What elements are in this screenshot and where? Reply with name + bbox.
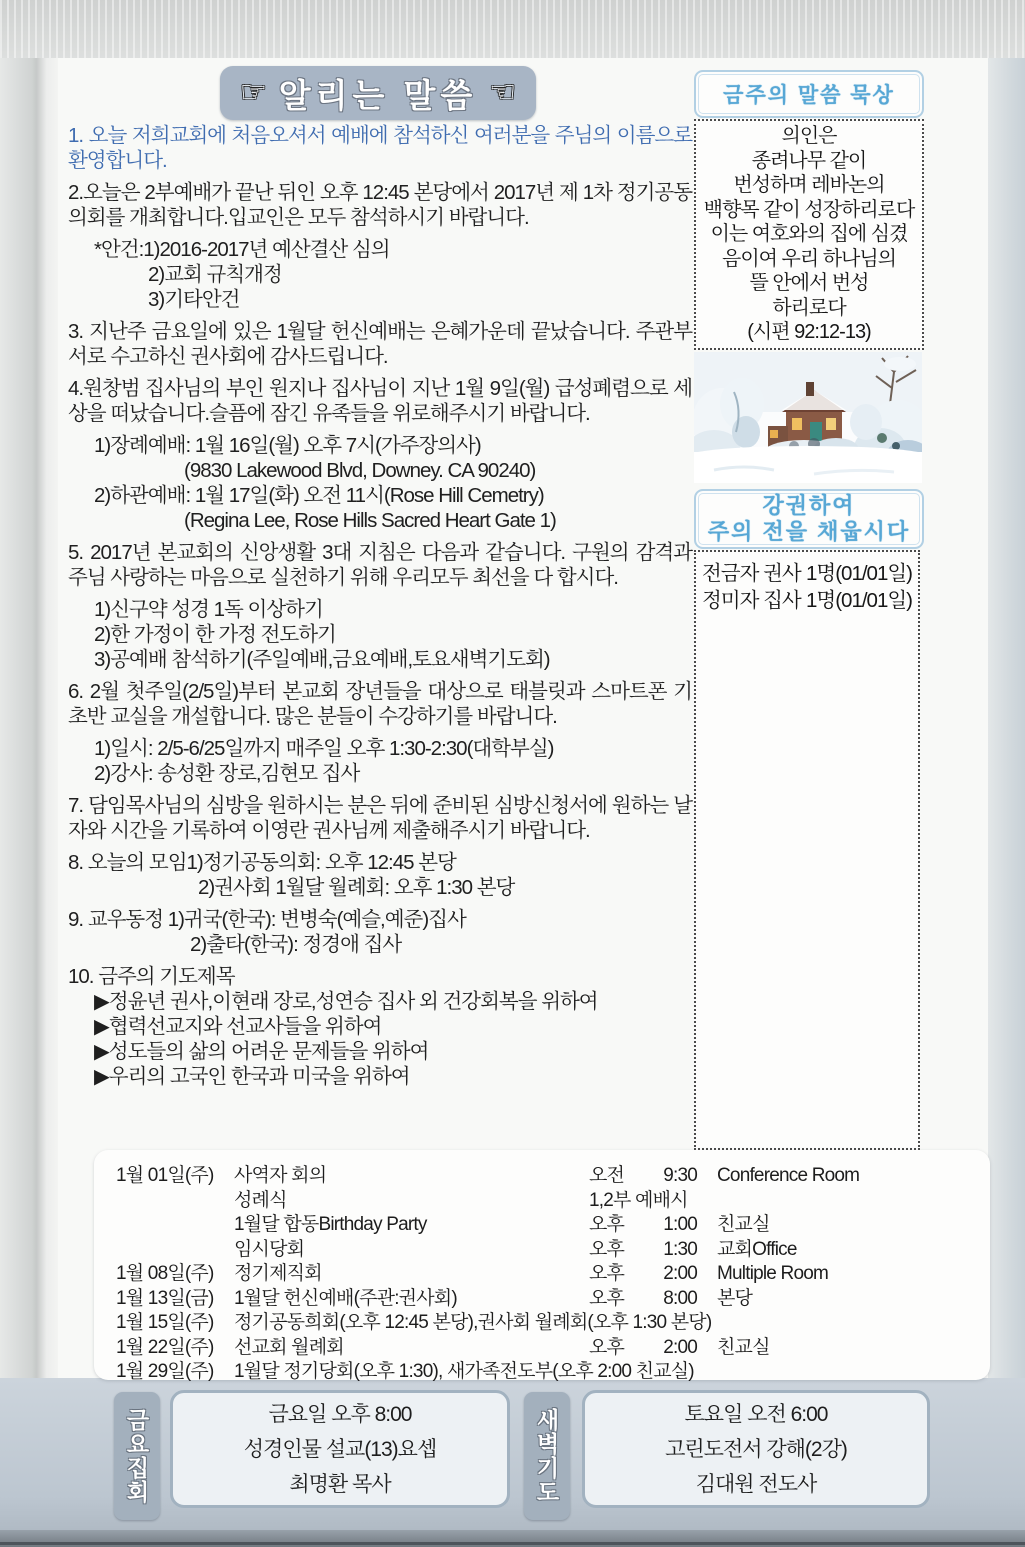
dawn-prayer-line: 고린도전서 강해(2강) [665,1437,847,1461]
schedule-time: 2:00 [663,1336,697,1358]
announcement-item-2: 2.오늘은 2부예배가 끝난 뒤인 오후 12:45 본당에서 2017년 제 1차 정기공동의회를 개최합니다.입교인은 모두 참석하시기 바랍니다. [68,181,692,229]
monthly-schedule-panel [94,1150,990,1380]
announcement-subitem: (Regina Lee, Rose Hills Sacred Heart Gate 1) [184,509,556,532]
invitation-entry [702,560,912,587]
announcements-header [220,66,536,120]
announcement-item-10: 10. 금주의 기도제목 [68,965,235,988]
announcement-item-7: 7. 담임목사님의 심방을 원하시는 분은 뒤에 준비된 심방신청서에 원하는 날자와 시간을 기록하여 이영란 권사님께 제출해주시기 바랍니다. [68,794,692,842]
schedule-place [697,1189,717,1214]
announcement-item-1: 1. 오늘 저희교회에 처음오셔서 예배에 참석하신 여러분을 주님의 이름으로 환영합니다. [68,124,692,172]
scripture-line: 백향목 같이 성장하리로다 [703,198,915,221]
prayer-topic: ▶우리의 고국인 한국과 미국을 위하여 [94,1065,410,1088]
schedule-time [649,1360,697,1385]
announcement-item-3: 3. 지난주 금요일에 있은 1월달 헌신예배는 은혜가운데 끝났습니다. 주관부서로 수고하신 권사회에 감사드립니다. [68,320,692,368]
schedule-row [94,1189,990,1214]
schedule-date [94,1238,234,1263]
schedule-place [697,1360,717,1385]
dawn-prayer-line: 김대원 전도사 [695,1472,817,1496]
schedule-time [649,1189,697,1214]
schedule-event: 1월달 합동Birthday Party [234,1214,427,1235]
schedule-date: 1월 08일(주) [116,1263,214,1284]
scripture-reference: (시편 92:12-13) [747,321,871,344]
friday-meeting-line: 금요일 오후 8:00 [268,1402,412,1426]
schedule-place: 교회Office [717,1238,797,1260]
schedule-event: 성례식 [234,1189,287,1211]
schedule-time: 2:00 [663,1263,697,1284]
scan-bottom-line [0,1542,1025,1545]
schedule-place: Multiple Room [717,1263,829,1284]
schedule-date: 1월 15일(주) [116,1312,214,1333]
schedule-period: 오전 [589,1165,625,1186]
schedule-time: 9:30 [663,1165,697,1186]
announcement-item-8: 8. 오늘의 모임1)정기공동의회: 오후 12:45 본당 [68,851,456,874]
announcement-subitem: (9830 Lakewood Blvd, Downey. CA 90240) [184,459,536,482]
announcement-item-6: 6. 2월 첫주일(2/5일)부터 본교회 장년들을 대상으로 태블릿과 스마트폰 기초반 교실을 개설합니다. 많은 분들이 수강하기를 바랍니다. [68,680,692,728]
announcement-subitem: 3)공예배 참석하기(주일예배,금요예배,토요새벽기도회) [94,648,550,671]
meditation-title: 금주의 말씀 묵상 [723,84,895,107]
schedule-row [94,1262,990,1287]
pointing-hand-right-icon: ☞ [239,76,267,109]
announcement-subitem: 3)기타안건 [148,288,240,311]
announcement-subitem: 2)한 가정이 한 가정 전도하기 [94,623,336,646]
scripture-line: 음이여 우리 하나님의 [722,247,896,270]
announcement-subitem: *안건:1)2016-2017년 예산결산 심의 [94,238,390,261]
schedule-event: 정기공동희회(오후 12:45 본당),권사회 월례회(오후 1:30 본당) [234,1312,712,1333]
schedule-time: 1:30 [663,1238,697,1260]
scripture-line: 번성하며 레바논의 [733,174,885,197]
schedule-time: 1:00 [663,1214,697,1235]
friday-meeting-label-text: 금요집회 [123,1408,150,1504]
invitation-title-box [694,489,924,549]
announcement-subitem: 1)일시: 2/5-6/25일까지 매주일 오후 1:30-2:30(대학부실) [94,737,554,760]
schedule-period [589,1360,649,1385]
page-title: 알리는 말씀 [278,76,478,114]
pointing-hand-left-icon: ☜ [489,76,517,109]
friday-meeting-line: 성경인물 설교(13)요셉 [243,1437,437,1461]
schedule-row [94,1311,990,1336]
announcement-item-9: 9. 교우동정 1)귀국(한국): 변병숙(예슬,예준)집사 [68,908,466,931]
schedule-period: 오후 [589,1263,625,1284]
schedule-place [697,1311,717,1336]
schedule-period: 오후 [589,1287,625,1309]
winter-scene-image [694,352,922,483]
schedule-period: 오후 [589,1238,625,1260]
announcement-subitem: 2)출타(한국): 정경애 집사 [190,933,402,956]
invitation-entry [702,587,912,614]
invitation-entry-name: 정미자 집사 [702,589,801,612]
announcement-subitem: 2)권사회 1월달 월례회: 오후 1:30 본당 [198,876,515,899]
announcement-subitem: 1)신구약 성경 1독 이상하기 [94,598,323,621]
invitation-entry-count: 1명(01/01일) [806,589,912,612]
prayer-topic: ▶정윤년 권사,이현래 장로,성연승 집사 외 건강회복을 위하여 [94,990,598,1013]
scripture-line: 의인은 [781,125,837,148]
friday-meeting-line: 최명환 목사 [289,1472,391,1496]
schedule-time [649,1311,697,1336]
schedule-date [94,1189,234,1214]
schedule-row [94,1336,990,1361]
friday-meeting-label [114,1392,160,1520]
prayer-topic: ▶성도들의 삶의 어려운 문제들을 위하여 [94,1040,429,1063]
schedule-row [94,1360,990,1385]
schedule-place: 본당 [717,1287,753,1309]
paper-texture-left [0,58,58,1380]
announcement-subitem: 2)교회 규칙개정 [148,263,282,286]
scripture-line: 뜰 안에서 번성 [749,272,869,295]
scripture-line: 이는 여호와의 집에 심겼 [710,223,908,246]
announcement-subitem: 2)하관예배: 1월 17일(화) 오전 11시(Rose Hill Cemetry) [94,484,544,507]
prayer-topic: ▶협력선교지와 선교사들을 위하여 [94,1015,382,1038]
schedule-place: 친교실 [717,1336,770,1358]
invitation-title-line2: 주의 전을 채웁시다 [707,519,911,544]
schedule-row [94,1287,990,1312]
friday-meeting-box [170,1390,510,1508]
schedule-row [94,1164,990,1189]
schedule-period: 오후 [589,1336,625,1358]
scripture-line: 하리로다 [772,296,846,319]
announcement-subitem: 1)장례예배: 1월 16일(월) 오후 7시(가주장의사) [94,434,481,457]
schedule-event: 정기제직회 [234,1263,322,1284]
schedule-event: 1월달 정기당회(오후 1:30), 새가족전도부(오후 2:00 친교실) [234,1361,694,1382]
schedule-date: 1월 29일(주) [116,1361,214,1382]
paper-texture-top [0,0,1025,58]
announcements-list [68,123,692,1089]
schedule-date: 1월 13일(금) [116,1287,214,1309]
schedule-period: 1,2부 예배시 [589,1189,688,1211]
announcement-item-5: 5. 2017년 본교회의 신앙생활 3대 지침은 다음과 같습니다. 구원의 감격과 주님 사랑하는 마음으로 실천하기 위해 우리모두 최선을 다 합시다. [68,541,692,589]
schedule-place: Conference Room [717,1165,860,1186]
schedule-period [589,1311,649,1336]
schedule-date [94,1213,234,1238]
dawn-prayer-label-text: 새벽기도 [533,1408,560,1504]
invitation-title-line1: 강권하여 [762,493,856,518]
invitation-entry-name: 전금자 권사 [702,562,801,585]
schedule-place: 친교실 [717,1214,770,1235]
dawn-prayer-line: 토요일 오전 6:00 [684,1402,828,1426]
schedule-row [94,1213,990,1238]
schedule-event: 사역자 회의 [234,1165,327,1186]
invitation-names-box [694,550,920,1150]
invitation-entry-count: 1명(01/01일) [806,562,912,585]
schedule-period: 오후 [589,1214,625,1235]
announcement-item-4: 4.원창범 집사님의 부인 원지나 집사님이 지난 1월 9일(월) 급성폐렴으로 세상을 떠났습니다.슬픔에 잠긴 유족들을 위로해주시기 바랍니다. [68,377,692,425]
schedule-event: 선교회 월례회 [234,1336,344,1358]
schedule-time: 8:00 [663,1287,697,1309]
schedule-date: 1월 01일(주) [116,1165,214,1186]
schedule-date: 1월 22일(주) [116,1336,214,1358]
schedule-row [94,1238,990,1263]
meditation-title-box [694,70,924,118]
announcement-subitem: 2)강사: 송성환 장로,김현모 집사 [94,762,360,785]
dawn-prayer-label [524,1392,570,1520]
dawn-prayer-box [582,1390,930,1508]
schedule-event: 1월달 헌신예배(주관:권사회) [234,1287,457,1309]
scripture-box [694,119,924,350]
schedule-event: 임시당회 [234,1238,305,1260]
paper-texture-right [988,58,1025,1380]
scripture-line: 종려나무 같이 [751,149,867,172]
